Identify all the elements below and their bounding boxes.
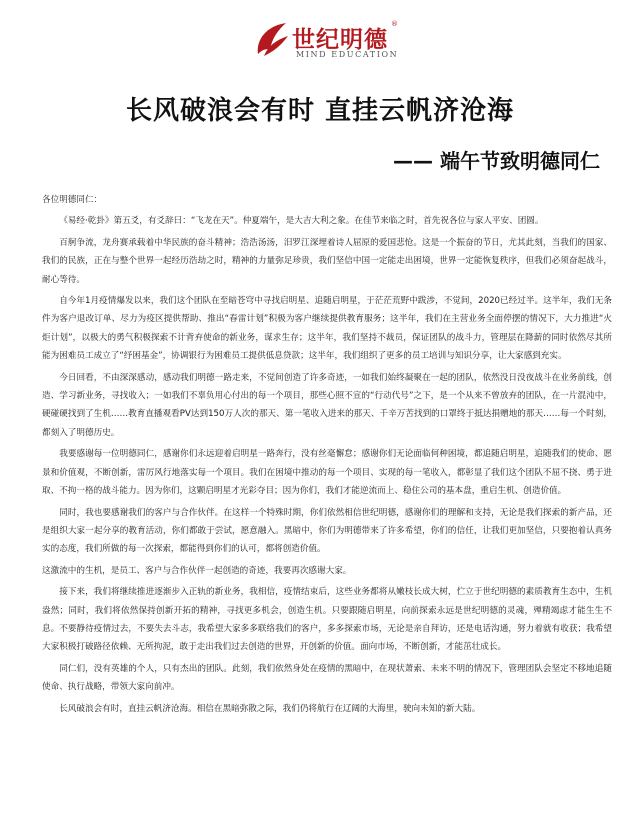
paragraph: 同仁们，没有英雄的个人，只有杰出的团队。此刻，我们依然身处在疫情的黑暗中，在现状萧索、未来不明的情况下，管理团队会坚定不移地追随使命、执行战略，带领大家向前冲。	[42, 663, 612, 693]
paragraph: 接下来，我们将继续推进逐渐步入正轨的新业务，我相信，疫情结束后，这些业务都将从嫩枝长成大树，伫立于世纪明德的素质教育生态中，生机盎然；同时，我们将依然保持创新开拓的精神，寻找更多机会，创造生机。只要跟随启明星，向前探索永远是世纪明德的灵魂，殚精竭虑才能生生不息。不要静待疫情过去，不要失去斗志，我希望大家多多联络我们的客户，多多探索市场，无论是亲自拜访，还是电话沟通，努力着就有收获；我希望大家积极打破路径依赖、无所拘泥，敢于走出我们过去创造的世界，开创新的价值。面向市场，不断创新，才能茁壮成长。	[42, 587, 612, 653]
brand-name: 世纪明德	[292, 27, 388, 53]
brand-name-english: MIND EDUCATION	[296, 50, 399, 59]
paragraph: 我要感谢每一位明德同仁，感谢你们永远迎着启明星一路奔行，没有丝毫懈怠；感谢你们无论面临何种困境，都追随启明星，追随我们的使命、愿景和价值观，不断创新，雷厉风行地落实每一个项目。我们在困境中推动的每一个项目、实现的每一笔收入，都彰显了我们这个团队不屈不挠、勇于进取、不拘一格的战斗能力。因为你们，这颗启明星才光彩夺目；因为你们，我们才能逆流而上、稳住公司的基本盘，重启生机、创造价值。	[42, 449, 612, 497]
registered-mark: ®	[391, 20, 398, 28]
paragraph: 百舸争流，龙舟赛承载着中华民族的奋斗精神；浩浩汤汤，汨罗江深埋着诗人屈原的爱国悲怆。这是一个振奋的节日，尤其此刻，当我们的国家、我们的民族，正在与整个世界一起经历浩劫之时，精神的力量弥足珍贵，我们坚信中国一定能走出困境，世界一定能恢复秩序，但我们必须奋起战斗，耐心等待。	[42, 237, 612, 285]
salutation: 各位明德同仁：	[42, 195, 103, 205]
paragraph: 自今年1月疫情爆发以来，我们这个团队在至暗苍穹中寻找启明星、追随启明星，于茫茫荒野中跋涉，不觉间，2020已经过半。这半年，我们无条件为客户退改订单、尽力为疫区提供帮助、推出“春雷计划”积极为客户继续提供教育服务；这半年，我们在主营业务全面停摆的情况下，大力推进“火炬计划”，以极大的勇气积极探索不计背弃使命的新业务，谋求生存；这半年，我们坚持不裁员，保证团队的战斗力，管理层在降薪的同时依然尽其所能为困难员工成立了“纾困基金”，协调银行为困难员工提供低息贷款；这半年，我们组织了更多的员工培训与知识分享，让大家感到充实。	[42, 296, 612, 362]
letter-body	[42, 191, 612, 718]
paragraph: 这激流中的生机，是员工、客户与合作伙伴一起创造的奇迹，我要再次感谢大家。	[42, 565, 352, 576]
paragraph: 《易经·乾卦》第五爻，有爻辞曰：“飞龙在天”。仲夏端午，是大吉大利之象。在佳节来临之时，首先祝各位与家人平安、团圆。	[59, 216, 544, 227]
paragraph: 今日回看，不由深深感动，感动我们明德一路走来，不觉间创造了许多奇迹，一如我们始终凝聚在一起的团队，依然没日没夜战斗在业务前线，创造、学习新业务，寻找收入；一如我们不辜负用心付出的每一个项目，那些心照不宣的“行动代号”之下，是一个从来不曾放弃的团队，在一片混沌中，硬碰硬找到了生机……教育直播观看PV达到150万人次的那天、第一笔收入进来的那天、千辛万苦找到的口罩终于抵达捐赠地的那天……每一个时刻，都刻入了明德历史。	[42, 372, 612, 438]
page-subtitle: —— 端午节致明德同仁	[393, 149, 600, 173]
paragraph: 同时，我也要感谢我们的客户与合作伙伴。在这样一个特殊时期，你们依然相信世纪明德，感谢你们的理解和支持，无论是我们探索的新产品，还是组织大家一起分享的教育活动，你们都敢于尝试，愿意融入。黑暗中，你们为明德带来了许多希望，你们的信任，让我们更加坚信，只要抱着认真务实的态度，我们所做的每一次探索，都能得到你们的认可，都将创造价值。	[42, 507, 612, 555]
brand-header	[0, 20, 640, 64]
leaf-swoosh-icon	[252, 20, 292, 60]
page-title: 长风破浪会有时 直挂云帆济沧海	[125, 96, 515, 126]
paragraph: 长风破浪会有时，直挂云帆济沧海。相信在黑暗弥散之际，我们仍将航行在辽阔的大海里，驶向未知的新大陆。	[59, 703, 481, 714]
